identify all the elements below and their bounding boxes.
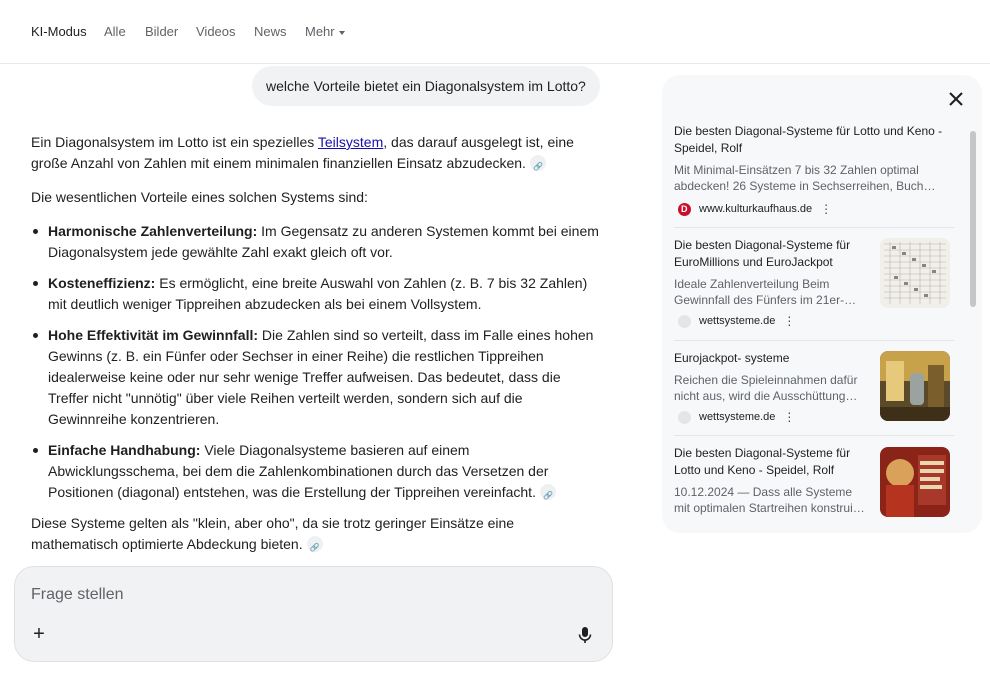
tab-news[interactable]: News: [254, 24, 287, 39]
chevron-down-icon: [339, 31, 345, 35]
answer-intro: [31, 132, 603, 174]
tab-mehr-label: Mehr: [305, 24, 335, 39]
list-item: [31, 273, 603, 315]
more-options-icon[interactable]: ⋮: [783, 314, 796, 328]
ask-input[interactable]: [31, 583, 551, 607]
list-item: [31, 325, 603, 430]
kulturkaufhaus-icon: [678, 203, 691, 216]
answer-intro-text: Ein Diagonalsystem im Lotto ist ein spezielles: [31, 134, 318, 150]
list-item: [31, 440, 603, 503]
source-snippet: 10.12.2024 — Dass alle Systeme mit optimalen Startreihen konstrui…: [674, 485, 865, 515]
answer-intro-text-end: , das darauf ausgelegt ist, eine große Anzahl von Zahlen mit einem minimalen finanziellen Einsatz abzudecken.: [31, 134, 574, 171]
list-item-title: Harmonische Zahlenverteilung:: [48, 223, 258, 239]
source-meta: [678, 313, 796, 329]
user-query-bubble: welche Vorteile bietet ein Diagonalsystem im Lotto?: [252, 66, 600, 106]
lottery-sheet-thumbnail: [880, 238, 950, 308]
source-link-icon[interactable]: [530, 155, 546, 171]
tab-videos[interactable]: Videos: [196, 24, 236, 39]
list-item: [31, 221, 603, 263]
eurojackpot-thumbnail: [880, 351, 950, 421]
source-link-icon[interactable]: [540, 484, 556, 500]
close-icon[interactable]: [946, 89, 966, 109]
ai-answer: [31, 132, 603, 568]
source-site: www.kulturkaufhaus.de: [699, 203, 813, 215]
answer-lead: Die wesentlichen Vorteile eines solchen Systems sind:: [31, 189, 368, 205]
list-item-title: Einfache Handhabung:: [48, 442, 201, 458]
source-site: wettsysteme.de: [699, 315, 776, 327]
top-navigation: [0, 0, 990, 64]
more-options-icon[interactable]: ⋮: [783, 410, 796, 424]
tab-bilder[interactable]: Bilder: [145, 24, 179, 39]
list-item-text: Es ermöglicht, eine breite Auswahl von Zahlen (z. B. 7 bis 32 Zahlen) mit deutlich weniger Tippreihen abzudecken als bei einem Vollsystem.: [48, 275, 588, 312]
ask-box: [14, 566, 613, 662]
more-options-icon[interactable]: ⋮: [820, 202, 833, 216]
wettsysteme-icon: [678, 315, 691, 328]
list-item-title: Hohe Effektivität im Gewinnfall:: [48, 327, 259, 343]
teilsystem-link[interactable]: Teilsystem: [317, 134, 384, 150]
source-title: Die besten Diagonal-Systeme für EuroMillions und EuroJackpot: [674, 238, 851, 269]
add-button[interactable]: +: [33, 623, 45, 645]
source-title: Die besten Diagonal-Systeme für Lotto und Keno - Speidel, Rolf: [674, 446, 851, 477]
tab-mehr[interactable]: [305, 24, 345, 39]
book-cover-thumbnail: [880, 447, 950, 517]
source-site: wettsysteme.de: [699, 411, 776, 423]
advantages-list: [31, 221, 603, 503]
divider: [674, 435, 954, 436]
answer-conclusion: [31, 513, 603, 555]
source-meta: [678, 201, 833, 217]
sources-panel: [662, 75, 982, 533]
divider: [674, 227, 954, 228]
list-item-text: Viele Diagonalsysteme basieren auf einem Abwicklungsschema, bei dem die Zahlenkombinationen durch das Versetzen der Positionen (diagonal) entstehen, was die Erstellung der Tippreihen vereinfacht.: [48, 442, 549, 500]
scrollbar[interactable]: [970, 131, 976, 307]
divider: [674, 340, 954, 341]
tab-alle[interactable]: Alle: [104, 24, 126, 39]
source-card[interactable]: [674, 123, 954, 194]
microphone-icon[interactable]: [575, 625, 595, 645]
answer-conclusion-text: Diese Systeme gelten als "klein, aber oho", da sie trotz geringer Einsätze eine mathematisch optimierte Abdeckung bieten.: [31, 515, 515, 552]
wettsysteme-icon: [678, 411, 691, 424]
list-item-text: Die Zahlen sind so verteilt, dass im Falle eines hohen Gewinns (z. B. ein Fünfer oder Sechser in einer Reihe) die restlichen Tippreihen idealerweise keine oder nur sehr wenige Treffer aufweisen. Das bedeutet, dass die Treffer nicht "unnötig" über viele Reihen verteilt werden, sondern sich auf die Gewinnreihe konzentrieren.: [48, 327, 594, 427]
source-snippet: Mit Minimal-Einsätzen 7 bis 32 Zahlen optimal abdecken! 26 Systeme in Sechserreihen, Buch…: [674, 163, 936, 193]
source-link-icon[interactable]: [307, 536, 323, 552]
source-title: Die besten Diagonal-Systeme für Lotto und Keno - Speidel, Rolf: [674, 124, 943, 155]
list-item-title: Kosteneffizienz:: [48, 275, 156, 291]
source-title: Eurojackpot- systeme: [674, 351, 790, 365]
tab-ki-modus[interactable]: KI-Modus: [31, 24, 87, 39]
list-item-text: Im Gegensatz zu anderen Systemen kommt bei einem Diagonalsystem jede gewählte Zahl exakt gleich oft vor.: [48, 223, 599, 260]
source-snippet: Reichen die Spieleinnahmen dafür nicht aus, wird die Ausschüttung…: [674, 373, 858, 403]
source-meta: [678, 409, 796, 425]
source-snippet: Ideale Zahlenverteilung Beim Gewinnfall des Fünfers im 21er-…: [674, 277, 857, 307]
